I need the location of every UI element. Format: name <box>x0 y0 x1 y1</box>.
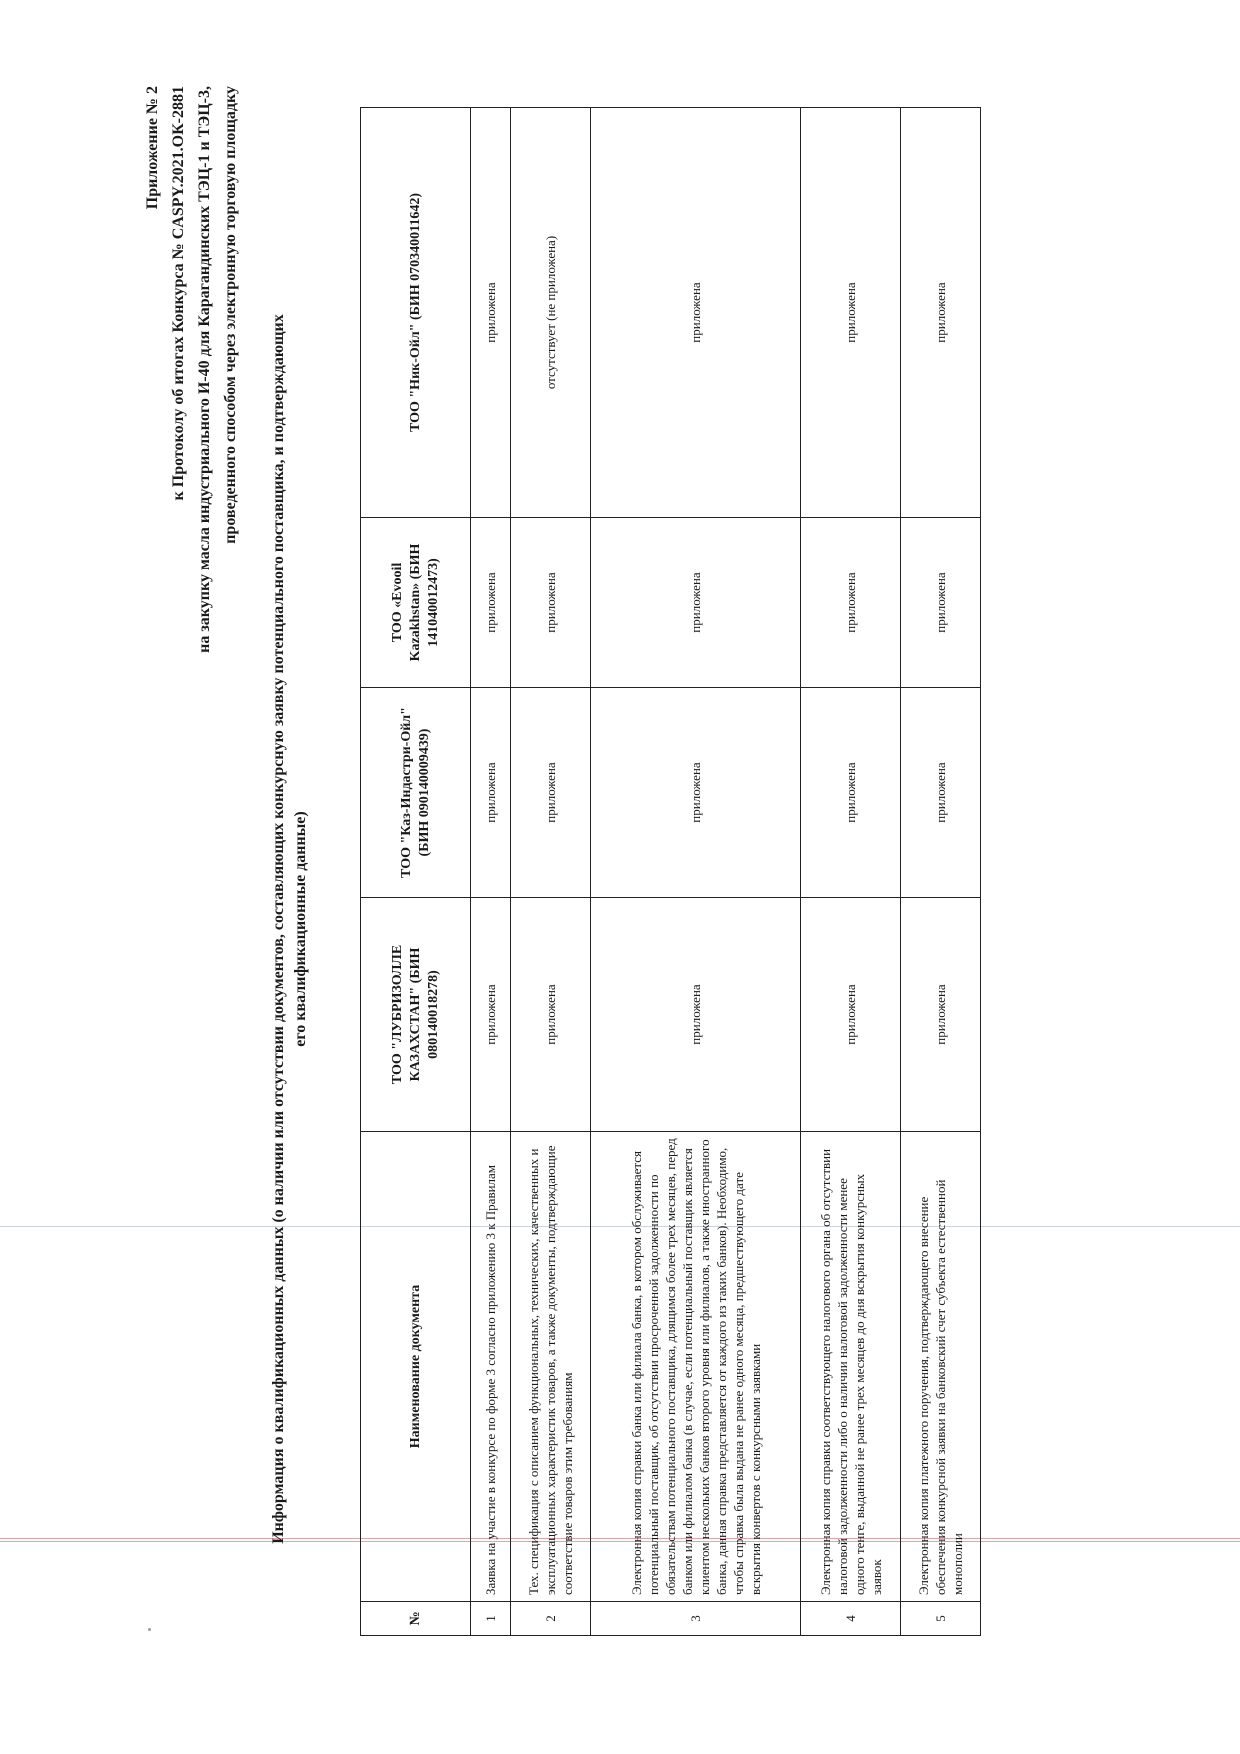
title-line-2: его квалификационные данные) <box>292 811 309 1047</box>
row-number: 3 <box>591 1602 801 1636</box>
purchase-subject: на закупку масла индустриального И-40 для Карагандинских ТЭЦ-1 и ТЭЦ-3, <box>196 86 213 653</box>
header-supplier-evooil: ТОО «Evooil Kazakhstan» (БИН 141040012473) <box>361 518 471 688</box>
table-row <box>901 108 981 1636</box>
status-cell: приложена <box>801 108 901 518</box>
status-cell: приложена <box>471 108 511 518</box>
document-name: Тех. спецификация с описанием функциональных, технических, качественных и эксплуатационных характеристик товаров, а также документы, подтверждающие соответствие товаров этим требованиям <box>511 1132 591 1602</box>
table-row <box>511 108 591 1636</box>
status-cell: приложена <box>801 898 901 1132</box>
appendix-number: Приложение № 2 <box>144 86 161 210</box>
row-number: 5 <box>901 1602 981 1636</box>
status-cell: приложена <box>511 898 591 1132</box>
qualification-table <box>360 107 981 1636</box>
title-line-1: Информация о квалификационных данных (о наличии или отсутствии документов, составляющих конкурсную заявку потенциального поставщика, и подтверждающих <box>270 314 287 1544</box>
status-cell: приложена <box>471 688 511 898</box>
table-header-row <box>361 108 471 1636</box>
status-cell: приложена <box>591 898 801 1132</box>
document-name: Электронная копия платежного поручения, подтверждающего внесение обеспечения конкурсной заявки на банковский счет субъекта естественной монополии <box>901 1132 981 1602</box>
protocol-reference: к Протоколу об итогах Конкурса № CASPY.2021.ОК-2881 <box>170 86 187 501</box>
document-name: Электронная копия справки соответствующего налогового органа об отсутствии налоговой задолженности либо о наличии налоговой задолженности менее одного тенге, выданной не ранее трех месяцев до дня вскрытия конкурсных заявок <box>801 1132 901 1602</box>
status-cell: приложена <box>591 688 801 898</box>
status-cell: приложена <box>801 518 901 688</box>
status-cell: приложена <box>591 108 801 518</box>
status-cell: приложена <box>901 108 981 518</box>
status-cell: приложена <box>511 518 591 688</box>
status-cell: отсутствует (не приложена) <box>511 108 591 518</box>
document-title <box>268 304 312 1554</box>
table-row <box>471 108 511 1636</box>
table-row <box>591 108 801 1636</box>
status-cell: приложена <box>591 518 801 688</box>
row-number: 4 <box>801 1602 901 1636</box>
document-name: Заявка на участие в конкурсе по форме 3 согласно приложению 3 к Правилам <box>471 1132 511 1602</box>
document-name: Электронная копия справки банка или филиала банка, в котором обслуживается потенциальный поставщик, об отсутствии просроченной задолженности по обязательствам потенциального поставщика, длящимся более трех месяцев, перед банком или филиалом банка (в случае, если потенциальный поставщик является клиентом нескольких банков второго уровня или филиалов, а также иностранного банка, данная справка представляется от каждого из таких банков). Необходимо, чтобы справка была выдана не ранее одного месяца, предшествующего дате вскрытия конвертов с конкурсными заявками <box>591 1132 801 1602</box>
header-supplier-lubrizol: ТОО "ЛУБРИЗОЛЛЕ КАЗАХСТАН" (БИН 080140018278) <box>361 898 471 1132</box>
status-cell: приложена <box>801 688 901 898</box>
appendix-header <box>140 86 244 1186</box>
header-supplier-kaz-industry-oil: ТОО "Каз-Индастри-Ойл" (БИН 090140009439) <box>361 688 471 898</box>
status-cell: приложена <box>901 898 981 1132</box>
procurement-method: проведенного способом через электронную торговую площадку <box>222 86 239 544</box>
status-cell: приложена <box>511 688 591 898</box>
header-number: № <box>361 1602 471 1636</box>
status-cell: приложена <box>901 518 981 688</box>
row-number: 2 <box>511 1602 591 1636</box>
header-document-name: Наименование документа <box>361 1132 471 1602</box>
header-supplier-nik-oil: ТОО "Ник-Ойл" (БИН 070340011642) <box>361 108 471 518</box>
row-number: 1 <box>471 1602 511 1636</box>
status-cell: приложена <box>471 518 511 688</box>
status-cell: приложена <box>901 688 981 898</box>
status-cell: приложена <box>471 898 511 1132</box>
table-row <box>801 108 901 1636</box>
